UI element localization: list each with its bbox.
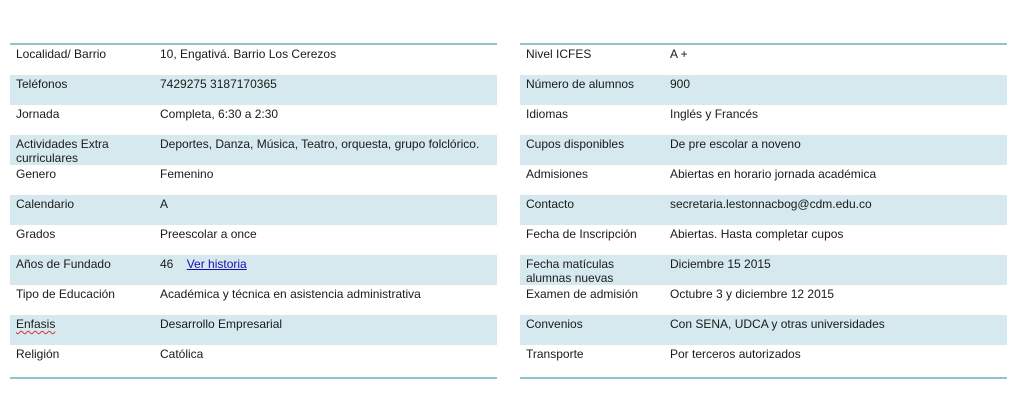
row-value: De pre escolar a noveno: [670, 137, 801, 151]
row-value: Completa, 6:30 a 2:30: [160, 107, 279, 121]
row-value: Católica: [160, 347, 204, 361]
table-bottom-rule: [10, 377, 497, 379]
table-row: [10, 225, 497, 255]
row-label: Admisiones: [526, 167, 589, 181]
row-value: 10, Engativá. Barrio Los Cerezos: [160, 47, 337, 61]
table-row: [520, 345, 1007, 375]
row-value: Femenino: [160, 167, 214, 181]
row-label: Contacto: [526, 197, 575, 211]
table-row: [10, 165, 497, 195]
row-label: Cupos disponibles: [526, 137, 625, 151]
row-value: Abiertas en horario jornada académica: [670, 167, 877, 181]
table-row: [520, 135, 1007, 165]
table-row: [10, 285, 497, 315]
row-value: Académica y técnica en asistencia administrativa: [160, 287, 421, 301]
table-row: [10, 345, 497, 375]
table-row: [520, 105, 1007, 135]
table-row: [10, 135, 497, 165]
row-value: A: [160, 197, 169, 211]
row-value: Con SENA, UDCA y otras universidades: [670, 317, 885, 331]
table-row: [520, 195, 1007, 225]
row-value: Inglés y Francés: [670, 107, 759, 121]
row-value: Deportes, Danza, Música, Teatro, orquesta, grupo folclórico.: [160, 137, 480, 151]
table-row: [520, 165, 1007, 195]
row-label: Localidad/ Barrio: [16, 47, 107, 61]
table-bottom-rule: [520, 377, 1007, 379]
ver-historia-link[interactable]: Ver historia: [186, 257, 247, 271]
school-info-table-left: [10, 43, 497, 379]
row-label: Años de Fundado: [16, 257, 111, 271]
row-value: Diciembre 15 2015: [670, 257, 771, 271]
row-label: Tipo de Educación: [16, 287, 115, 301]
row-label: Examen de admisión: [526, 287, 639, 301]
row-value: [160, 257, 247, 271]
row-value: 900: [670, 77, 691, 91]
row-value: Desarrollo Empresarial: [160, 317, 283, 331]
row-label: Fecha de Inscripción: [526, 227, 637, 241]
table-row: [10, 105, 497, 135]
row-label: Jornada: [16, 107, 60, 121]
table-row: [520, 75, 1007, 105]
row-label: Idiomas: [526, 107, 569, 121]
row-label: Calendario: [16, 197, 75, 211]
row-label: Nivel ICFES: [526, 47, 592, 61]
row-label: Enfasis: [16, 317, 56, 331]
table-row: [520, 315, 1007, 345]
row-label: Convenios: [526, 317, 583, 331]
table-row: [520, 255, 1007, 285]
table-row: [520, 45, 1007, 75]
row-value: Octubre 3 y diciembre 12 2015: [670, 287, 835, 301]
row-value: Preescolar a once: [160, 227, 257, 241]
school-info-table-right: [520, 43, 1007, 379]
table-row: [520, 285, 1007, 315]
table-row: [10, 195, 497, 225]
row-label: Grados: [16, 227, 56, 241]
table-row: [10, 315, 497, 345]
table-row: [10, 45, 497, 75]
years-value: 46: [160, 257, 174, 271]
row-value: secretaria.lestonnacbog@cdm.edu.co: [670, 197, 872, 211]
row-value: Por terceros autorizados: [670, 347, 801, 361]
row-label: Número de alumnos: [526, 77, 635, 91]
row-label: Transporte: [526, 347, 584, 361]
row-value: A +: [670, 47, 688, 61]
row-value: 7429275 3187170365: [160, 77, 277, 91]
row-label: Teléfonos: [16, 77, 68, 91]
table-row: [10, 255, 497, 285]
row-label: Fecha matículas alumnas nuevas: [526, 257, 615, 285]
row-label: Religión: [16, 347, 60, 361]
row-value: Abiertas. Hasta completar cupos: [670, 227, 844, 241]
row-label: Actividades Extra curriculares: [16, 137, 109, 165]
table-row: [520, 225, 1007, 255]
table-row: [10, 75, 497, 105]
row-label: Genero: [16, 167, 57, 181]
